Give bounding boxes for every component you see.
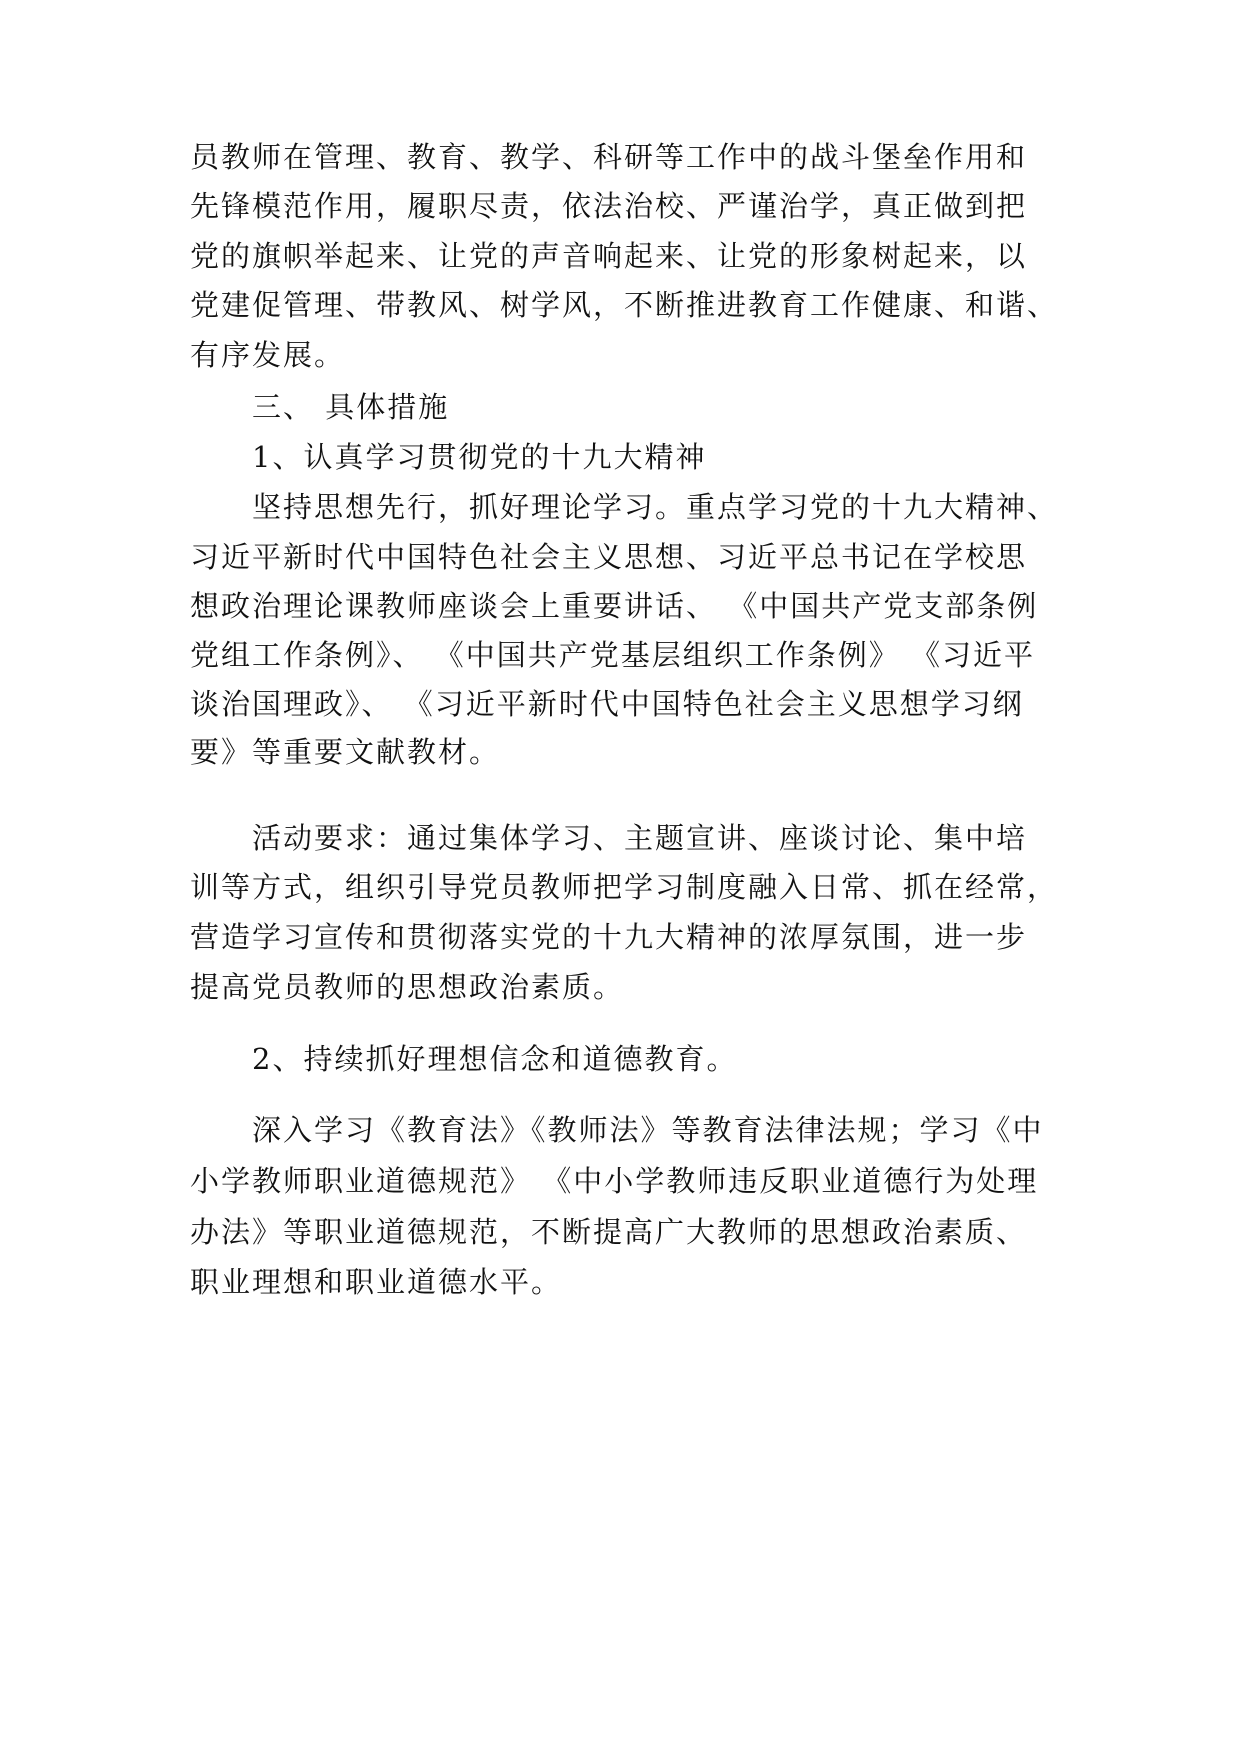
text-line: 党的旗帜举起来、让党的声音响起来、让党的形象树起来，以 xyxy=(190,239,1028,273)
text-line: 党组工作条例》、 《中国共产党基层组织工作条例》 《习近平 xyxy=(190,638,1035,672)
text-line: 职业理想和职业道德水平。 xyxy=(190,1265,563,1299)
text-line: 营造学习宣传和贯彻落实党的十九大精神的浓厚氛围，进一步 xyxy=(190,920,1028,954)
text-line: 活动要求：通过集体学习、主题宣讲、座谈讨论、集中培 xyxy=(252,821,1028,855)
text-line: 想政治理论课教师座谈会上重要讲话、 《中国共产党支部条例 xyxy=(190,589,1039,623)
text-line: 办法》等职业道德规范，不断提高广大教师的思想政治素质、 xyxy=(190,1215,1028,1249)
text-line: 要》等重要文献教材。 xyxy=(190,735,501,769)
text-line: 深入学习《教育法》《教师法》等教育法律法规；学习《中 xyxy=(252,1113,1044,1147)
text-line: 坚持思想先行，抓好理论学习。重点学习党的十九大精神、 xyxy=(252,490,1059,524)
text-line: 员教师在管理、教育、教学、科研等工作中的战斗堡垒作用和 xyxy=(190,140,1028,174)
text-line: 提高党员教师的思想政治素质。 xyxy=(190,970,625,1004)
text-line: 训等方式，组织引导党员教师把学习制度融入日常、抓在经常， xyxy=(190,870,1059,904)
text-line: 习近平新时代中国特色社会主义思想、习近平总书记在学校思 xyxy=(190,540,1028,574)
text-line: 谈治国理政》、 《习近平新时代中国特色社会主义思想学习纲 xyxy=(190,687,1024,721)
text-line: 先锋模范作用，履职尽责，依法治校、严谨治学，真正做到把 xyxy=(190,189,1028,223)
text-line: 小学教师职业道德规范》 《中小学教师违反职业道德行为处理 xyxy=(190,1164,1039,1198)
text-line: 党建促管理、带教风、树学风，不断推进教育工作健康、和谐、 xyxy=(190,288,1059,322)
subsection-heading: 2、持续抓好理想信念和道德教育。 xyxy=(252,1042,738,1076)
section-heading: 三、 具体措施 xyxy=(252,390,450,424)
text-line: 有序发展。 xyxy=(190,338,346,372)
subsection-heading: 1、认真学习贯彻党的十九大精神 xyxy=(252,440,707,474)
